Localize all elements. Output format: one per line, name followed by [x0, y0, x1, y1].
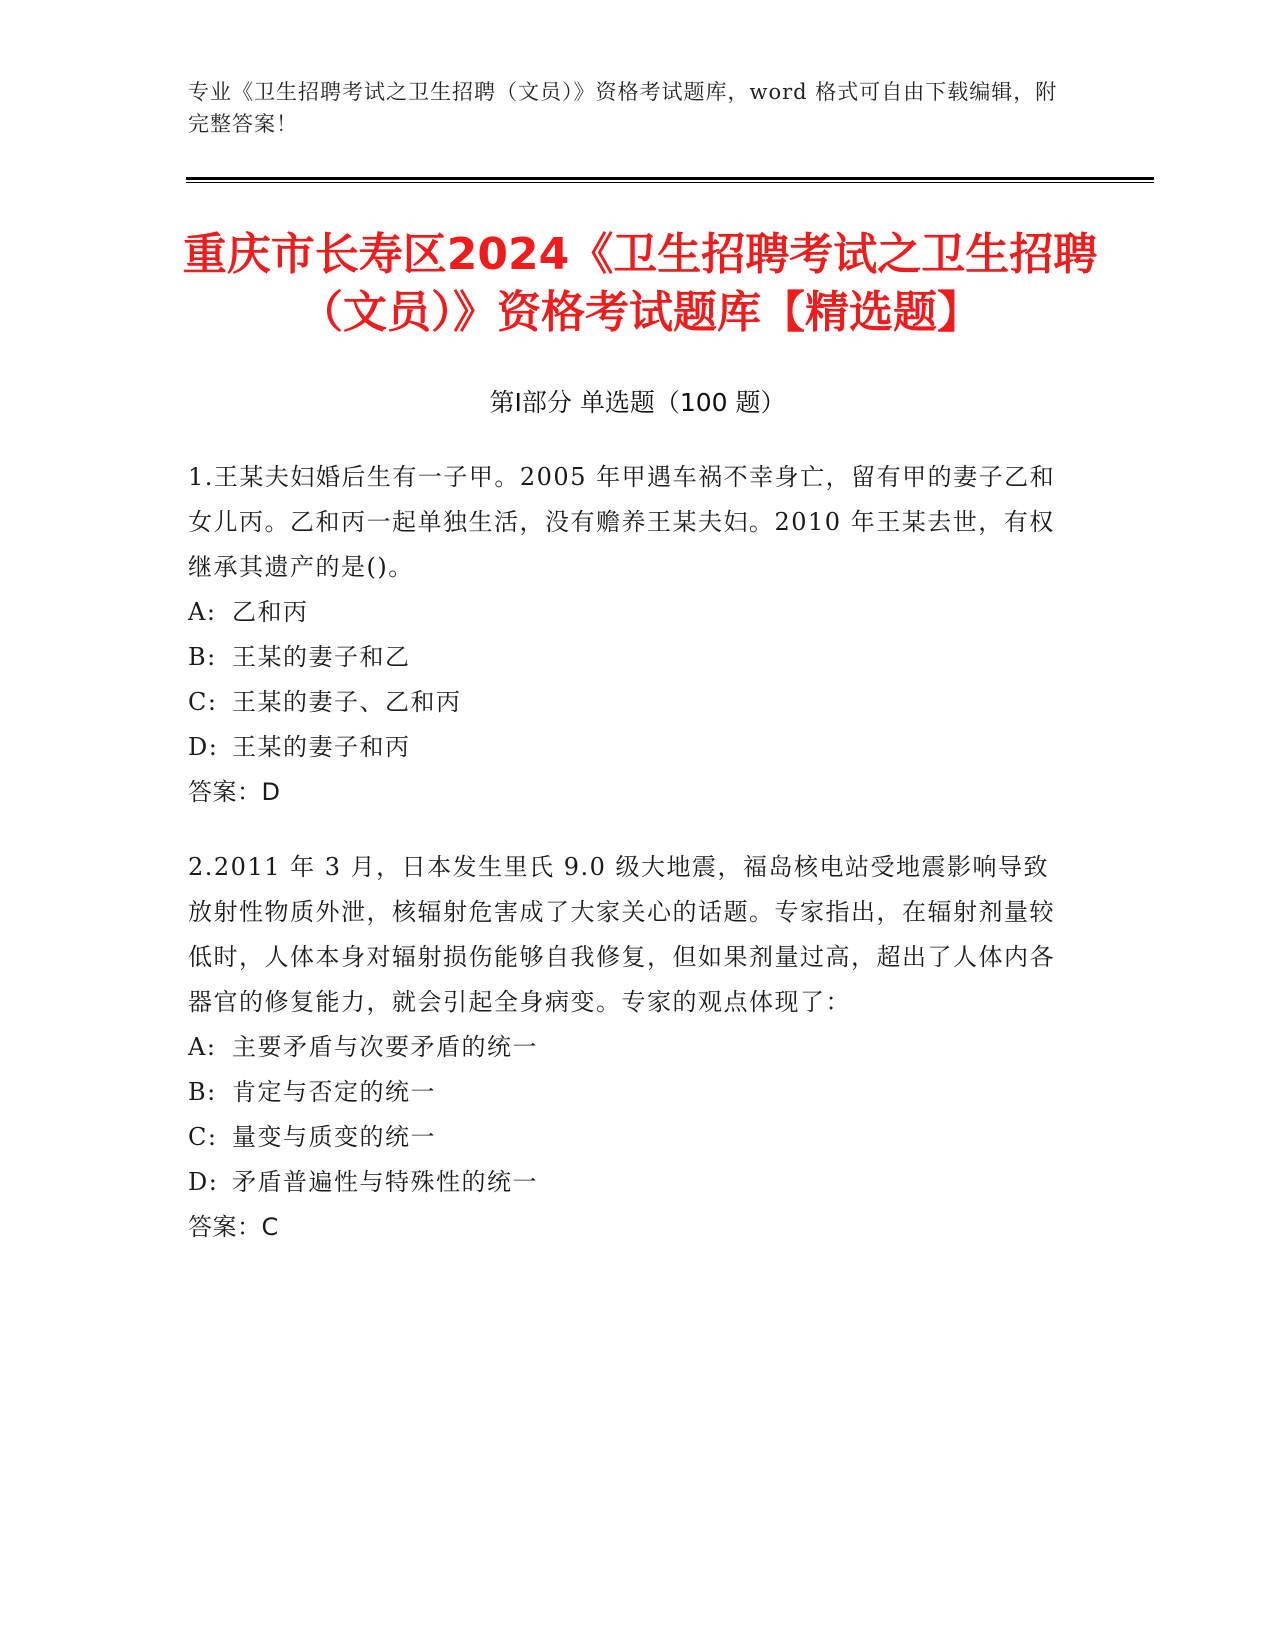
document-title: 重庆市长寿区2024《卫生招聘考试之卫生招聘（文员）》资格考试题库【精选题】 [182, 229, 1098, 338]
header-note: 专业《卫生招聘考试之卫生招聘（文员）》资格考试题库，word 格式可自由下载编辑，附完整答案！ [188, 80, 1058, 136]
option-letter: B: [188, 643, 217, 671]
option-text: 王某的妻子和乙 [232, 643, 411, 671]
question-2 [188, 845, 1068, 1250]
option-c [188, 680, 1068, 725]
option-text: 乙和丙 [232, 598, 309, 626]
option-d [188, 1160, 1068, 1205]
option-text: 主要矛盾与次要矛盾的统一 [232, 1033, 538, 1061]
option-text: 矛盾普遍性与特殊性的统一 [232, 1168, 538, 1196]
header-divider-thin [186, 182, 1154, 183]
option-letter: A: [188, 1033, 217, 1061]
option-b [188, 1070, 1068, 1115]
question-1 [188, 455, 1068, 815]
option-letter: D: [188, 733, 219, 761]
option-c [188, 1115, 1068, 1160]
option-letter: C: [188, 688, 218, 716]
option-a [188, 1025, 1068, 1070]
option-letter: C: [188, 1123, 218, 1151]
option-d [188, 725, 1068, 770]
option-text: 肯定与否定的统一 [232, 1078, 436, 1106]
answer-label: 答案：C [188, 1213, 279, 1241]
question-stem: 2.2011 年 3 月，日本发生里氏 9.0 级大地震，福岛核电站受地震影响导致放射性物质外泄，核辐射危害成了大家关心的话题。专家指出，在辐射剂量较低时，人体本身对辐射损伤能够自我修复，但如果剂量过高，超出了人体内各器官的修复能力，就会引起全身病变。专家的观点体现了： [188, 853, 1055, 1016]
option-text: 量变与质变的统一 [232, 1123, 436, 1151]
option-text: 王某的妻子、乙和丙 [232, 688, 462, 716]
header-divider-thick [186, 177, 1154, 180]
option-letter: D: [188, 1168, 219, 1196]
section-title: 第Ⅰ部分 单选题（100 题） [489, 388, 786, 417]
answer-label: 答案：D [188, 778, 281, 806]
option-letter: B: [188, 1078, 217, 1106]
option-a [188, 590, 1068, 635]
option-b [188, 635, 1068, 680]
option-text: 王某的妻子和丙 [232, 733, 411, 761]
question-stem: 1.王某夫妇婚后生有一子甲。2005 年甲遇车祸不幸身亡，留有甲的妻子乙和女儿丙。乙和丙一起单独生活，没有赡养王某夫妇。2010 年王某去世，有权继承其遗产的是()。 [188, 463, 1056, 581]
option-letter: A: [188, 598, 217, 626]
